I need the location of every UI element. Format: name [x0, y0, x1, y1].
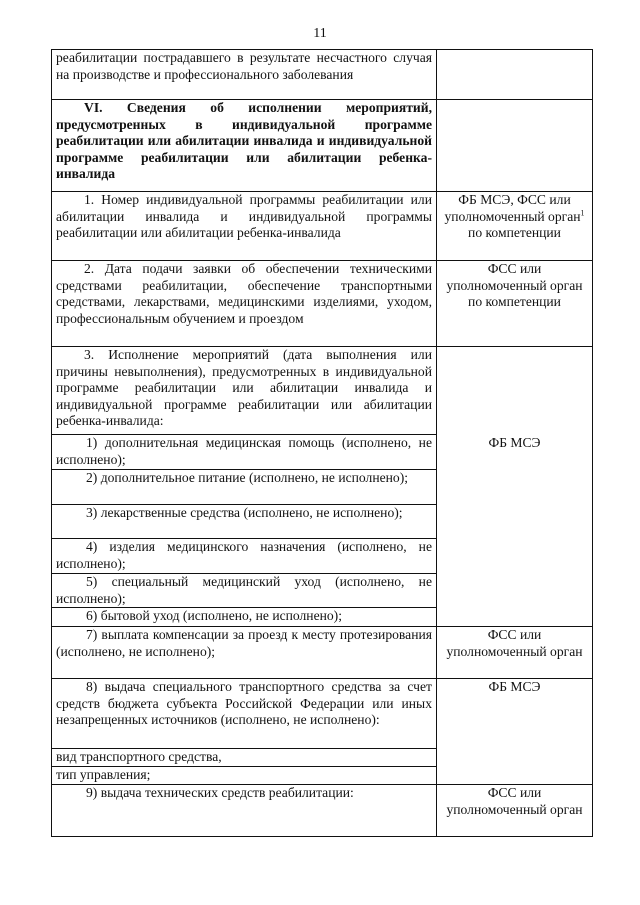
table-row — [52, 785, 593, 837]
row-left-cell: реабилитации пострадавшего в результате несчастного случая на производстве и профессионального заболевания — [52, 50, 437, 100]
list-item: 2) дополнительное питание (исполнено, не исполнено); — [52, 470, 437, 505]
row-left-cell: 3. Исполнение мероприятий (дата выполнения или причины невыполнения), предусмотренных в индивидуальной программе реабилитации или абилитации инвалида и индивидуальной программе реабилитации или абилитации ребенка-инвалида: — [52, 347, 437, 435]
page-number: 11 — [313, 26, 327, 41]
row-right-cell — [437, 347, 593, 435]
row-right-cell — [437, 192, 593, 261]
row-right-cell: ФСС или уполномоченный орган — [437, 627, 593, 679]
list-item: 7) выплата компенсации за проезд к месту протезирования (исполнено, не исполнено); — [52, 627, 437, 679]
table-row — [52, 192, 593, 261]
list-subitem: вид транспортного средства, — [52, 749, 437, 767]
section-heading: VI. Сведения об исполнении мероприятий, предусмотренных в индивидуальной программе реабилитации или абилитации инвалида и индивидуальной программе реабилитации или абилитации ребенка-инвалида — [52, 100, 437, 192]
table-row — [52, 435, 593, 470]
list-item: 3) лекарственные средства (исполнено, не исполнено); — [52, 505, 437, 539]
table-row — [52, 261, 593, 347]
table-row — [52, 679, 593, 749]
table-row — [52, 347, 593, 435]
table-row — [52, 100, 593, 192]
list-item: 9) выдача технических средств реабилитации: — [52, 785, 437, 837]
list-subitem: тип управления; — [52, 767, 437, 785]
row-right-cell: ФБ МСЭ — [437, 679, 593, 785]
row-right-cell — [437, 100, 593, 192]
table-row — [52, 627, 593, 679]
list-item: 6) бытовой уход (исполнено, не исполнено); — [52, 608, 437, 627]
footnote-marker: 1 — [580, 207, 585, 217]
table-row — [52, 50, 593, 100]
row-right-cell: ФБ МСЭ — [437, 435, 593, 627]
list-item: 1) дополнительная медицинская помощь (исполнено, не исполнено); — [52, 435, 437, 470]
responsible-org-suffix: по компетенции — [468, 225, 561, 240]
row-right-cell: ФСС или уполномоченный орган — [437, 785, 593, 837]
row-right-cell: ФСС или уполномоченный орган по компетенции — [437, 261, 593, 347]
list-item: 5) специальный медицинский уход (исполнено, не исполнено); — [52, 574, 437, 608]
row-right-cell — [437, 50, 593, 100]
responsible-org: ФБ МСЭ, ФСС или уполномоченный орган — [444, 192, 581, 224]
list-item: 8) выдача специального транспортного средства за счет средств бюджета субъекта Российской Федерации или иных незапрещенных источников (исполнено, не исполнено): — [52, 679, 437, 749]
document-table — [51, 49, 593, 837]
row-left-cell: 2. Дата подачи заявки об обеспечении техническими средствами реабилитации, обеспечение транспортными средствами, лекарствами, медицинскими изделиями, уходом, профессиональным обучением и проездом — [52, 261, 437, 347]
row-left-cell: 1. Номер индивидуальной программы реабилитации или абилитации инвалида и индивидуальной программы реабилитации или абилитации ребенка-инвалида — [52, 192, 437, 261]
list-item: 4) изделия медицинского назначения (исполнено, не исполнено); — [52, 539, 437, 574]
